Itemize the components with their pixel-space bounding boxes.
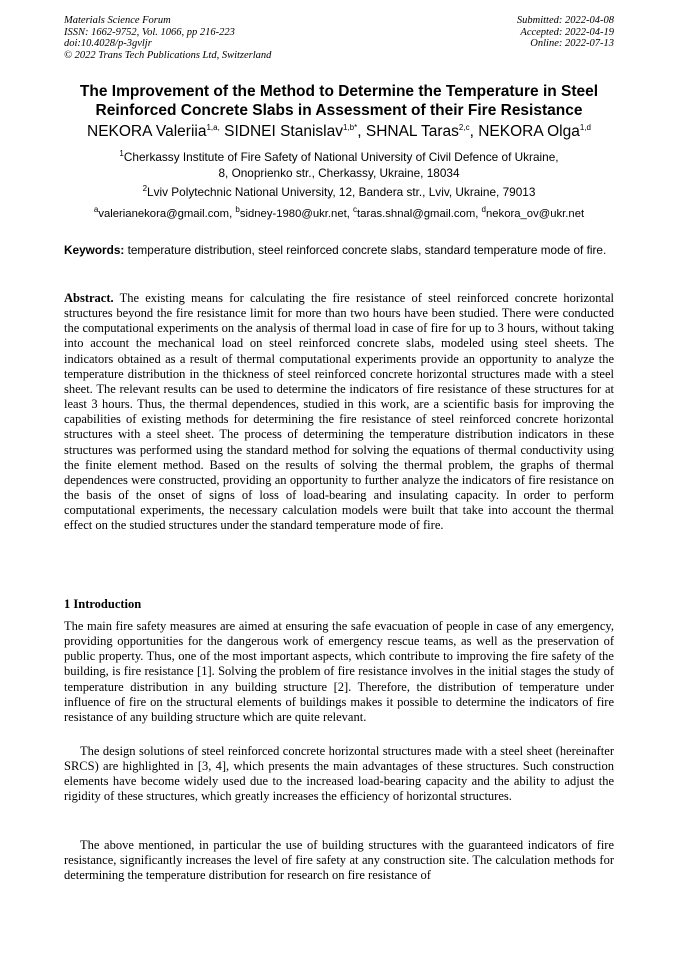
email-mark: c: [353, 205, 358, 215]
email-address[interactable]: taras.shnal@gmail.com: [357, 208, 476, 220]
author-name: NEKORA Olga: [478, 123, 580, 140]
author-name: NEKORA Valeriia: [87, 123, 207, 140]
author-affiliation-mark: 1,a,: [206, 122, 220, 132]
email-mark: b: [235, 205, 240, 215]
doi[interactable]: doi:10.4028/p-3gvljr: [64, 38, 152, 49]
email-mark: a: [93, 205, 99, 215]
keywords: [64, 242, 614, 258]
author-affiliation-mark: 1,b*: [343, 122, 358, 132]
author-affiliation-mark: 2,c: [458, 122, 470, 132]
author-list: NEKORA Valeriia$^{1,a,}$ SIDNEI Stanislav$^{1,b*}$, SHNAL Taras$^{2,c}$, NEKORA Olga$^{1,d}$: [87, 122, 591, 140]
email-list: $^a$valerianekora@gmail.com, $^b$sidney-1980@ukr.net, $^c$taras.shnal@gmail.com, $^d$nekora_ov@ukr.net: [93, 205, 585, 220]
submitted-date: Submitted: 2022-04-08: [516, 15, 614, 26]
affiliation-1: [40, 149, 638, 181]
email-address[interactable]: valerianekora@gmail.com: [98, 208, 230, 220]
issn-volume: ISSN: 1662-9752, Vol. 1066, pp 216-223: [64, 26, 235, 38]
email-address[interactable]: nekora_ov@ukr.net: [485, 208, 585, 220]
journal-name: Materials Science Forum: [64, 15, 171, 26]
affiliation-line: Cherkassy Institute of Fire Safety of National University of Civil Defence of Ukraine,: [123, 150, 559, 164]
section-heading-introduction: 1 Introduction: [64, 597, 142, 611]
affiliation-2: [40, 184, 638, 200]
author-affiliation-mark: 1,d: [579, 122, 591, 132]
journal-metadata: [64, 15, 271, 61]
abstract-label: Abstract.: [64, 291, 114, 305]
accepted-date: Accepted: 2022-04-19: [520, 26, 614, 38]
keywords-label: Keywords:: [64, 243, 125, 257]
body-paragraph: The above mentioned, in particular the use of building structures with the guaranteed indicators of fire resistance, significantly increases the level of fire safety at any construction site. The calculation methods for determining the temperature distribution for research on fire resistance of: [64, 838, 614, 883]
author-name: SIDNEI Stanislav: [224, 123, 343, 140]
email-address[interactable]: sidney-1980@ukr.net: [239, 208, 347, 220]
body-paragraph: The main fire safety measures are aimed at ensuring the safe evacuation of people in case of any emergency, providing opportunities for the dangerous work of emergency rescue teams, as well as the preservation of public property. Thus, one of the most important aspects, which contribute to improving the fire safety of the building, is fire resistance [1]. Solving the problem of fire resistance involves in the initial stages the study of temperature distribution in any building structure [2]. Therefore, the distribution of temperature under influence of fire on the structural elements of buildings makes it possible to determine the indicators of fire resistance of any building structure which are quite relevant.: [64, 619, 614, 724]
abstract-text: The existing means for calculating the fire resistance of steel reinforced concrete horizontal structures beyond the fire resistance limit for more than two hours have been studied. There were conducted the computational experiments on the analysis of thermal load in case of fire for up to 3 hours, without taking into account the mechanical load on steel reinforced concrete slabs, modeled using steel sheets. The indicators obtained as a result of thermal computational experiments provide an opportunity to analyze the temperature distribution in the thickness of steel reinforced concrete horizontal structures made with a steel sheet. The relevant results can be used to determine the indicators of fire resistance of these structures for at least 3 hours. Thus, the thermal dependences, studied in this work, are a scientific basis for improving the capabilities of existing methods for determining the fire resistance of steel reinforced concrete horizontal structures with a steel sheet. The process of determining the temperature distribution indicators in these structures was performed using the standard method for solving the equations of thermal conductivity using the finite element method. Based on the results of solving the thermal problem, the graphs of thermal dependences were constructed, providing an opportunity to further analyze the indicators of fire resistance on the basis of the onset of signs of loss of load-bearing and insulating capacity. In order to perform computational experiments, the necessary calculation models were built that take into account the thermal effect on the studied structures under the standard temperature mode of fire.: [64, 291, 614, 533]
body-paragraph: The design solutions of steel reinforced concrete horizontal structures made with a steel sheet (hereinafter SRCS) are highlighted in [3, 4], which presents the main advantages of these structures. Such construction elements have become widely used due to the increased load-bearing capacity and the ability to adjust the rigidity of these structures, which greatly increases the efficiency of horizontal structures.: [64, 744, 614, 804]
title-line-2: Reinforced Concrete Slabs in Assessment of their Fire Resistance: [95, 102, 583, 119]
affiliation-mark: 2: [142, 184, 148, 194]
author-name: SHNAL Taras: [365, 123, 459, 140]
affiliation-line: Lviv Polytechnic National University, 12, Bandera str., Lviv, Ukraine, 79013: [147, 185, 536, 199]
title-line-1: The Improvement of the Method to Determine the Temperature in Steel: [79, 83, 599, 100]
copyright: © 2022 Trans Tech Publications Ltd, Switzerland: [64, 49, 272, 61]
abstract: [64, 291, 614, 534]
affiliation-line: 8, Onoprienko str., Cherkassy, Ukraine, 18034: [218, 166, 460, 180]
keywords-text: temperature distribution, steel reinforced concrete slabs, standard temperature mode of fire.: [127, 243, 607, 257]
submission-dates: [517, 15, 614, 50]
paper-title: [40, 82, 638, 120]
online-date: Online: 2022-07-13: [530, 38, 614, 49]
affiliation-mark: 1: [119, 149, 124, 159]
email-mark: d: [481, 205, 486, 215]
